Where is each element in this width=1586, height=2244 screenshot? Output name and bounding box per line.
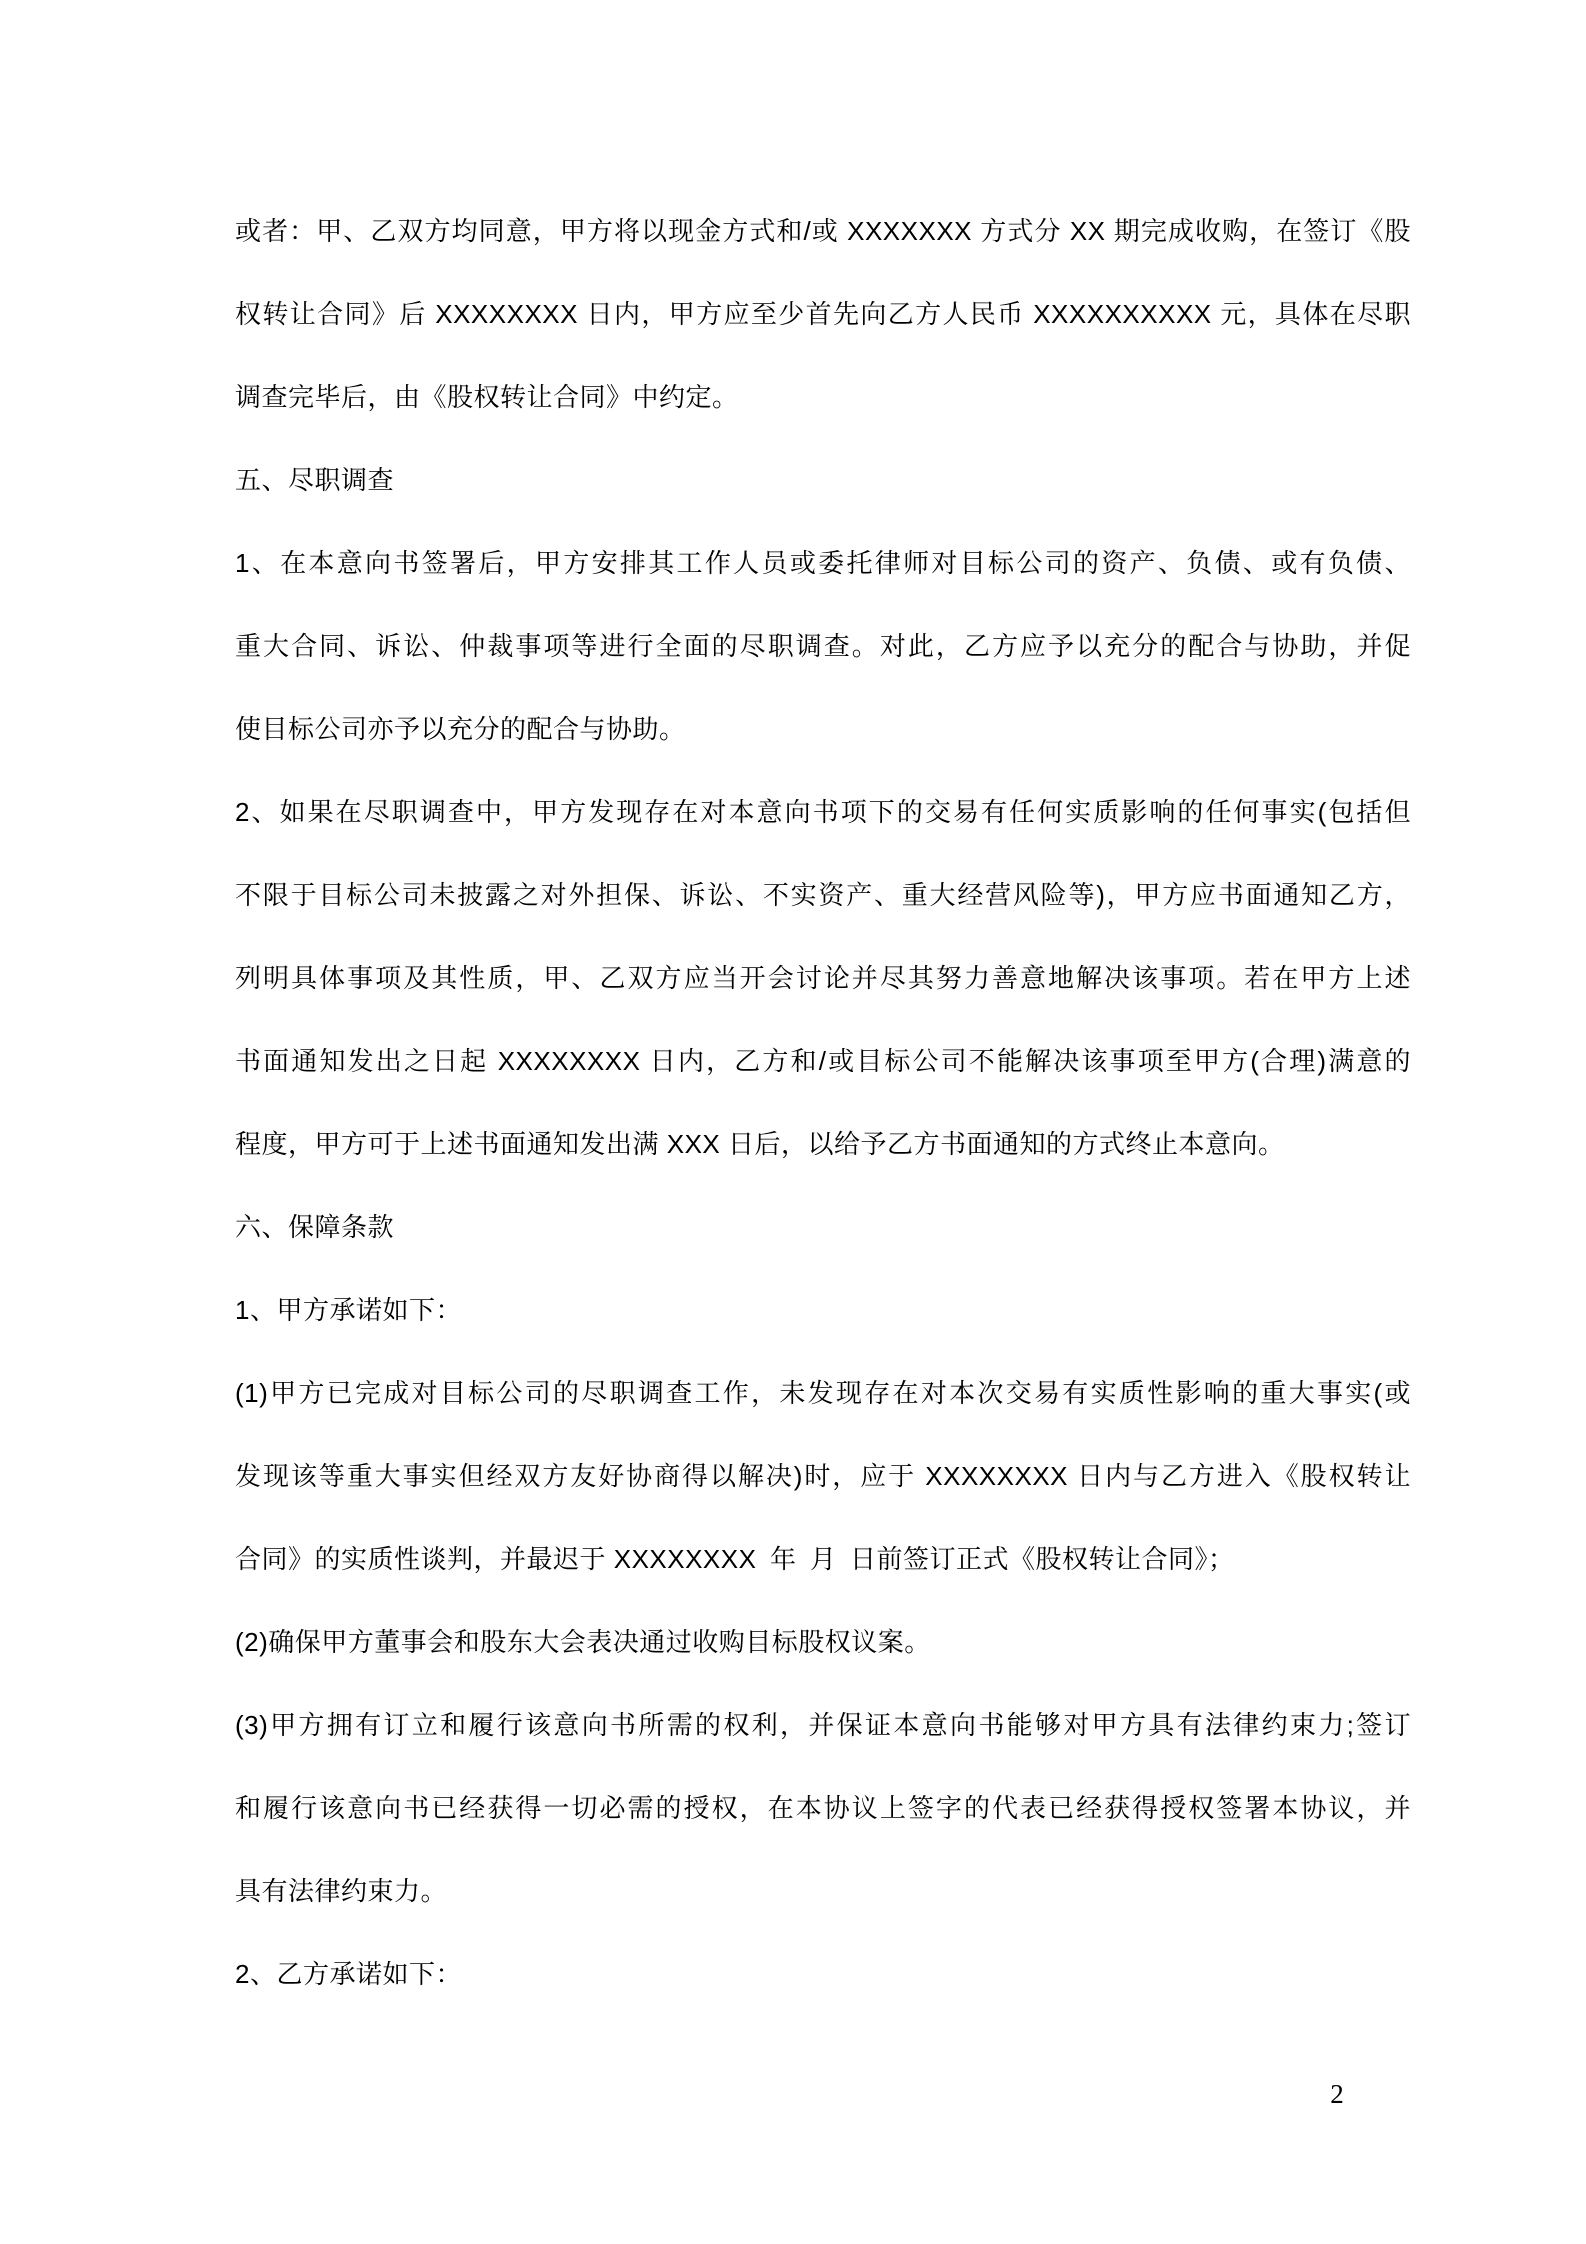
page-number: 2: [1330, 2079, 1344, 2109]
text-line: 1、在本意向书签署后，甲方安排其工作人员或委托律师对目标公司的资产、负债、或有负债、: [235, 548, 1411, 578]
text-line: 调查完毕后，由《股权转让合同》中约定。: [235, 382, 739, 412]
text-line: 和履行该意向书已经获得一切必需的授权，在本协议上签字的代表已经获得授权签署本协议，并: [235, 1793, 1411, 1823]
text-line: 发现该等重大事实但经双方友好协商得以解决)时，应于 XXXXXXXX 日内与乙方进入《股权转让: [235, 1461, 1411, 1491]
document-body: [235, 190, 1411, 2016]
text-line: 使目标公司亦予以充分的配合与协助。: [235, 714, 686, 744]
text-line: 具有法律约束力。: [235, 1876, 448, 1906]
text-line: 书面通知发出之日起 XXXXXXXX 日内，乙方和/或目标公司不能解决该事项至甲方(合理)满意的: [235, 1046, 1411, 1076]
clause-due-diligence-2: [235, 771, 1411, 1186]
text-line: 权转让合同》后 XXXXXXXX 日内，甲方应至少首先向乙方人民币 XXXXXXXXXX 元，具体在尽职: [235, 299, 1411, 329]
text-line: (3)甲方拥有订立和履行该意向书所需的权利，并保证本意向书能够对甲方具有法律约束力;签订: [235, 1710, 1411, 1740]
clause-partyA-commitments-intro: [235, 1269, 1411, 1352]
text-line: (2)确保甲方董事会和股东大会表决通过收购目标股权议案。: [235, 1627, 931, 1657]
text-line: 五、尽职调查: [235, 465, 395, 495]
section-heading-due-diligence: [235, 439, 1411, 522]
text-line: 1、甲方承诺如下：: [235, 1295, 462, 1325]
clause-partyA-commitment-3: [235, 1684, 1411, 1933]
clause-partyA-commitment-1: [235, 1352, 1411, 1601]
text-line: 2、乙方承诺如下：: [235, 1959, 462, 1989]
paragraph-payment-method-continuation: [235, 190, 1411, 439]
clause-partyA-commitment-2: [235, 1601, 1411, 1684]
clause-due-diligence-1: [235, 522, 1411, 771]
text-line: 重大合同、诉讼、仲裁事项等进行全面的尽职调查。对此，乙方应予以充分的配合与协助，并促: [235, 631, 1411, 661]
text-line: 2、如果在尽职调查中，甲方发现存在对本意向书项下的交易有任何实质影响的任何事实(包括但: [235, 797, 1411, 827]
text-line: 六、保障条款: [235, 1212, 395, 1242]
text-line: 列明具体事项及其性质，甲、乙双方应当开会讨论并尽其努力善意地解决该事项。若在甲方上述: [235, 963, 1411, 993]
text-line: 程度，甲方可于上述书面通知发出满 XXX 日后，以给予乙方书面通知的方式终止本意向。: [235, 1129, 1285, 1159]
text-line: (1)甲方已完成对目标公司的尽职调查工作，未发现存在对本次交易有实质性影响的重大事实(或: [235, 1378, 1411, 1408]
text-line: 或者：甲、乙双方均同意，甲方将以现金方式和/或 XXXXXXX 方式分 XX 期完成收购，在签订《股: [235, 216, 1411, 246]
text-line: 合同》的实质性谈判，并最迟于 XXXXXXXX 年 月 日前签订正式《股权转让合同》；: [235, 1544, 1235, 1574]
text-line: 不限于目标公司未披露之对外担保、诉讼、不实资产、重大经营风险等)，甲方应书面通知乙方，: [235, 880, 1411, 910]
section-heading-safeguard-clauses: [235, 1186, 1411, 1269]
clause-partyB-commitments-intro: [235, 1933, 1411, 2016]
